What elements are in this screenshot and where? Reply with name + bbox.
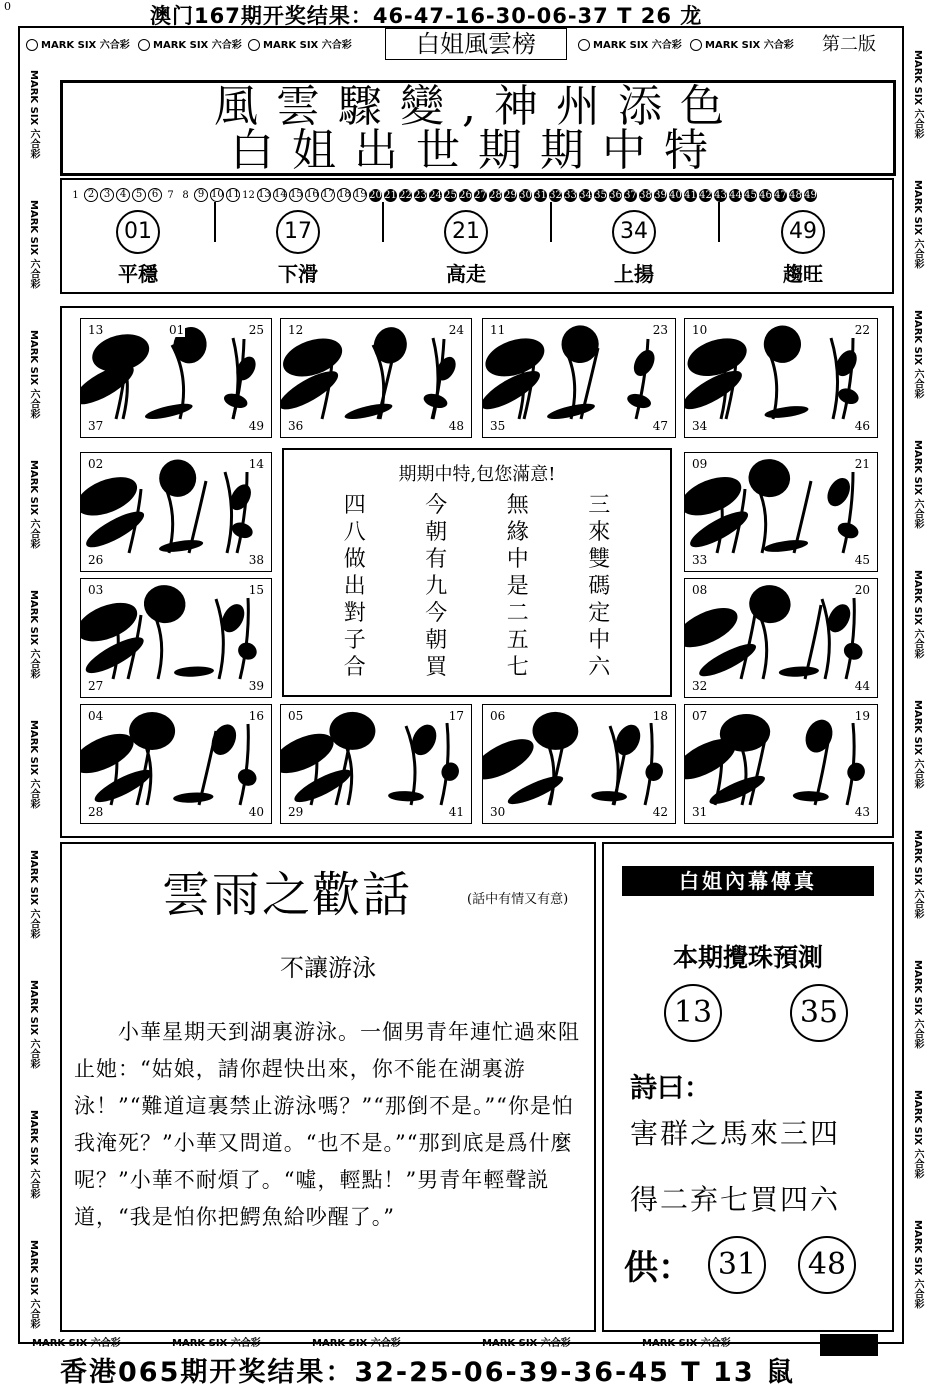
story-body: 小華星期天到湖裏游泳。一個男青年連忙過來阻止她：“姑娘，請你趕快出來，你不能在湖裏游泳！”“難道這裏禁止游泳嗎？”“那倒不是。”“你是怕我淹死？”小華又問道。“也不是。”“那到底是爲什麼呢？”小華不耐煩了。“噓，輕點！”男青年輕聲説道，“我是怕你把鰐魚給吵醒了。”: [74, 1020, 580, 1229]
zodiac-picture-cell: [482, 704, 676, 824]
ink-blot: [761, 323, 804, 366]
number-row-item: 17: [322, 189, 335, 200]
poem-char: 二: [506, 601, 529, 626]
ink-blot: [801, 715, 838, 756]
number-row-item: 26: [459, 189, 472, 201]
zodiac-picture-grid: [60, 306, 894, 838]
number-row-item: 42: [699, 189, 712, 201]
cell-number: 48: [448, 419, 464, 433]
hongkong-result-footer: 香港065期开奖结果：32-25-06-39-36-45 T 13 鼠: [60, 1357, 796, 1388]
cell-number: 05: [288, 709, 304, 723]
ink-blot: [156, 456, 199, 500]
number-row-item: 47: [774, 189, 787, 201]
side-brand: MARK SIX 六合彩: [28, 200, 39, 289]
poem-label: 詩曰：: [630, 1073, 711, 1104]
number-row-item: 36: [609, 189, 622, 201]
poem-line-1: 害群之馬來三四: [630, 1117, 841, 1150]
brand-mark: MARK SIX 六合彩: [482, 1338, 571, 1349]
macau-result-header: 澳门167期开奖结果：46-47-16-30-06-37 T 26 龙: [150, 4, 703, 28]
number-row-item: 31: [534, 189, 547, 201]
number-row-item: 48: [789, 189, 802, 201]
number-row-item: 30: [519, 189, 532, 201]
poem-char: 六: [588, 655, 611, 680]
number-row-item: 9: [194, 188, 208, 202]
cell-number: 09: [692, 457, 708, 471]
ink-stroke: [441, 723, 448, 805]
zodiac-picture-cell: [80, 452, 272, 572]
ink-blot: [763, 538, 809, 554]
ink-painting-icon: [685, 579, 877, 697]
cell-number: 49: [248, 419, 264, 433]
zodiac-picture-cell: [684, 704, 878, 824]
zone-label: 趨旺: [783, 262, 823, 286]
zone-ball: 17: [276, 210, 320, 254]
number-row-item: 23: [414, 189, 427, 201]
poem-char: 七: [506, 655, 529, 680]
ink-blot: [844, 760, 868, 784]
brand-mark: MARK SIX 六合彩: [32, 1338, 121, 1349]
zodiac-picture-cell: [684, 318, 878, 438]
number-row-item: 39: [654, 189, 667, 201]
poem-char: 對: [343, 601, 366, 626]
poem-char: 四: [343, 493, 366, 518]
poem-char: 三: [588, 493, 611, 518]
side-brand: MARK SIX 六合彩: [912, 1220, 923, 1309]
side-brand: MARK SIX 六合彩: [912, 960, 923, 1049]
cell-number: 07: [692, 709, 708, 723]
zone-ball: 21: [444, 210, 488, 254]
side-brand: MARK SIX 六合彩: [912, 50, 923, 139]
side-brand: MARK SIX 六合彩: [28, 1110, 39, 1199]
ink-blot: [764, 404, 809, 420]
side-brand: MARK SIX 六合彩: [28, 70, 39, 159]
cell-number: 16: [248, 709, 264, 723]
side-brand: MARK SIX 六合彩: [28, 590, 39, 679]
side-brand: MARK SIX 六合彩: [912, 440, 923, 529]
cell-number: 26: [88, 553, 104, 567]
cell-number: 23: [652, 323, 668, 337]
cell-number: 21: [854, 457, 870, 471]
cell-number: 37: [88, 419, 104, 433]
cell-number: 13: [88, 323, 104, 337]
brand-mark: MARK SIX 六合彩: [26, 36, 130, 51]
cell-number: 39: [248, 679, 264, 693]
ink-blot: [370, 323, 411, 367]
prediction-banner: 白姐內幕傳真: [622, 866, 874, 896]
number-row-item: 33: [564, 189, 577, 201]
zone-ball: 49: [781, 210, 825, 254]
number-row-item: 27: [474, 189, 487, 201]
brand-mark: MARK SIX 六合彩: [690, 36, 794, 51]
number-row-item: 5: [132, 188, 146, 202]
number-row-item: 25: [444, 189, 457, 201]
ink-blot: [779, 666, 820, 678]
cell-number: 03: [88, 583, 104, 597]
cell-number: 15: [248, 583, 264, 597]
trend-zone: [62, 206, 214, 288]
cell-number: 10: [692, 323, 708, 337]
ink-painting-icon: [81, 579, 271, 697]
ink-stroke: [843, 338, 853, 419]
left-brand-strip: [22, 60, 44, 1330]
poem-char: 無: [506, 493, 529, 518]
poem-char: 雙: [588, 547, 611, 572]
number-row-item: 49: [804, 189, 817, 201]
barcode-block: [820, 1334, 878, 1356]
side-brand: MARK SIX 六合彩: [912, 830, 923, 919]
poem-line-2: 得二弃七買四六: [630, 1183, 841, 1216]
trend-zone: [382, 206, 550, 288]
number-row-item: 12: [242, 189, 255, 201]
number-row-item: 2: [84, 188, 98, 202]
poem-char: 碼: [588, 574, 611, 599]
number-row-item: 10: [211, 189, 224, 200]
cell-number: 01: [169, 323, 185, 337]
number-row: [68, 186, 888, 204]
side-brand: MARK SIX 六合彩: [28, 720, 39, 809]
cell-number: 47: [652, 419, 668, 433]
ink-painting-icon: [281, 319, 471, 437]
brand-mark: MARK SIX 六合彩: [642, 1338, 731, 1349]
number-row-item: 18: [338, 189, 351, 200]
ink-stroke: [645, 723, 652, 805]
ink-painting-icon: [685, 319, 877, 437]
supply-label: 供：: [624, 1248, 692, 1288]
zone-ball: 01: [116, 210, 160, 254]
flower-icon: [690, 39, 702, 51]
poem-char: 子: [343, 628, 366, 653]
ink-blot: [329, 712, 375, 750]
number-row-item: 11: [227, 189, 240, 200]
zone-label: 下滑: [278, 262, 318, 286]
prediction-ball: 13: [664, 984, 722, 1042]
poem-char: 來: [588, 520, 611, 545]
cell-number: 04: [88, 709, 104, 723]
brand-mark: MARK SIX 六合彩: [138, 36, 242, 51]
number-row-item: 7: [167, 189, 174, 201]
ink-blot: [174, 666, 214, 678]
cell-number: 25: [248, 323, 264, 337]
number-row-item: 28: [489, 189, 502, 201]
poem-char: 緣: [506, 520, 529, 545]
flower-icon: [26, 39, 38, 51]
ink-stroke: [216, 599, 223, 679]
cell-number: 14: [248, 457, 264, 471]
zodiac-picture-cell: [80, 578, 272, 698]
ink-blot: [388, 790, 424, 801]
number-row-item: 13: [258, 189, 271, 200]
ink-stroke: [237, 472, 247, 553]
ink-blot: [642, 760, 666, 784]
number-row-item: 22: [399, 189, 412, 201]
side-brand: MARK SIX 六合彩: [912, 310, 923, 399]
number-row-item: 45: [744, 189, 757, 201]
flower-icon: [578, 39, 590, 51]
cell-number: 20: [854, 583, 870, 597]
number-row-item: 6: [148, 188, 162, 202]
zodiac-picture-cell: [280, 318, 472, 438]
edition-label: 第二版: [822, 34, 876, 55]
zodiac-picture-cell: [280, 704, 472, 824]
cell-number: 02: [88, 457, 104, 471]
brand-mark: MARK SIX 六合彩: [312, 1338, 401, 1349]
zodiac-picture-cell: [482, 318, 676, 438]
number-row-item: 14: [274, 189, 287, 200]
zone-label: 高走: [446, 262, 486, 286]
poem-char: 今: [425, 601, 448, 626]
cell-number: 18: [652, 709, 668, 723]
zodiac-picture-cell: [684, 452, 878, 572]
side-brand: MARK SIX 六合彩: [28, 850, 39, 939]
side-brand: MARK SIX 六合彩: [912, 180, 923, 269]
ink-painting-icon: [483, 705, 675, 823]
cell-number: 29: [288, 805, 304, 819]
center-poem-box: [282, 448, 672, 697]
center-poem-grid: [314, 492, 640, 681]
number-row-item: 21: [384, 189, 397, 201]
poem-char: 九: [425, 574, 448, 599]
trend-zone: [550, 206, 718, 288]
cell-number: 19: [854, 709, 870, 723]
ink-blot: [532, 712, 578, 751]
poem-char: 合: [343, 655, 366, 680]
poem-char: 做: [343, 547, 366, 572]
ink-stroke: [831, 338, 838, 419]
ink-painting-icon: [483, 319, 675, 437]
center-heading: 期期中特,包您滿意!: [398, 464, 556, 485]
poem-char: 中: [588, 628, 611, 653]
ink-painting-icon: [81, 453, 271, 571]
cell-number: 38: [248, 553, 264, 567]
ink-blot: [158, 538, 204, 554]
slogan-line-1: 風雲驟變,神州添色: [214, 81, 742, 132]
poem-char: 定: [588, 601, 611, 626]
number-row-item: 32: [549, 189, 562, 201]
cell-number: 42: [652, 805, 668, 819]
number-row-item: 46: [759, 189, 772, 201]
cell-number: 46: [854, 419, 870, 433]
ink-blot: [438, 760, 462, 784]
number-row-item: 15: [290, 189, 303, 200]
poem-char: 八: [343, 520, 366, 545]
slogan-box: [60, 80, 896, 176]
zone-ball: 34: [612, 210, 656, 254]
number-row-item: 43: [714, 189, 727, 201]
side-brand: MARK SIX 六合彩: [912, 700, 923, 789]
brand-mark: MARK SIX 六合彩: [248, 36, 352, 51]
number-row-item: 35: [594, 189, 607, 201]
brand-mark: MARK SIX 六合彩: [172, 1338, 261, 1349]
cell-number: 22: [854, 323, 870, 337]
cell-number: 40: [248, 805, 264, 819]
zone-label: 平穩: [118, 262, 158, 286]
cell-number: 17: [448, 709, 464, 723]
poem-char: 買: [425, 655, 448, 680]
poem-char: 朝: [425, 628, 448, 653]
ink-blot: [173, 792, 214, 804]
zodiac-picture-cell: [684, 578, 878, 698]
right-brand-strip: [906, 30, 928, 1340]
zodiac-picture-cell: [80, 318, 272, 438]
supply-ball: 48: [798, 1236, 856, 1294]
trend-zone: [214, 206, 382, 288]
ink-blot: [142, 583, 187, 625]
ink-blot: [747, 457, 792, 498]
cell-number: 35: [490, 419, 506, 433]
cell-number: 30: [490, 805, 506, 819]
story-heading: 不讓游泳: [280, 954, 376, 982]
trend-zone: [718, 206, 888, 288]
cell-number: 32: [692, 679, 708, 693]
ink-stroke: [847, 723, 854, 805]
cell-number: 08: [692, 583, 708, 597]
number-row-item: 29: [504, 189, 517, 201]
poem-char: 朝: [425, 520, 448, 545]
cell-number: 33: [692, 553, 708, 567]
cell-number: 45: [854, 553, 870, 567]
cell-number: 41: [448, 805, 464, 819]
number-row-item: 8: [182, 189, 189, 201]
bottom-brand-strip: [22, 1330, 822, 1350]
prediction-ball: 35: [790, 984, 848, 1042]
cell-number: 06: [490, 709, 506, 723]
ink-stroke: [822, 599, 829, 679]
cell-number: 31: [692, 805, 708, 819]
brand-mark: MARK SIX 六合彩: [578, 36, 682, 51]
supply-ball: 31: [708, 1236, 766, 1294]
zodiac-picture-cell: [80, 704, 272, 824]
zone-label: 上揚: [614, 262, 654, 286]
poem-char: 出: [343, 574, 366, 599]
cell-number: 27: [88, 679, 104, 693]
slogan-line-2: 白姐出世期期中特: [230, 125, 726, 176]
poem-char: 有: [425, 547, 448, 572]
number-row-item: 4: [116, 188, 130, 202]
ink-blot: [483, 731, 539, 788]
ink-painting-icon: [281, 705, 471, 823]
number-row-item: 3: [100, 188, 114, 202]
side-brand: MARK SIX 六合彩: [912, 570, 923, 659]
ink-painting-icon: [81, 705, 271, 823]
number-row-item: 34: [579, 189, 592, 201]
poem-char: 五: [506, 628, 529, 653]
side-brand: MARK SIX 六合彩: [28, 980, 39, 1069]
prediction-box: [602, 842, 894, 1332]
ink-blot: [823, 474, 855, 510]
number-row-item: 38: [639, 189, 652, 201]
cell-number: 28: [88, 805, 104, 819]
ink-painting-icon: [685, 705, 877, 823]
story-box: [60, 842, 596, 1332]
number-row-item: 16: [306, 189, 319, 200]
ink-blot: [793, 791, 829, 802]
side-brand: MARK SIX 六合彩: [28, 460, 39, 549]
side-brand: MARK SIX 六合彩: [28, 1240, 39, 1329]
ink-stroke: [225, 472, 232, 553]
cell-number: 36: [288, 419, 304, 433]
prediction-heading: 本期攪珠預測: [672, 943, 823, 972]
poem-char: 是: [506, 574, 529, 599]
ink-blot: [685, 600, 743, 655]
number-row-item: 20: [369, 189, 382, 201]
cell-number: 44: [854, 679, 870, 693]
story-title: 雲雨之歡話: [162, 867, 413, 923]
poem-char: 中: [506, 547, 529, 572]
masthead-title: 白姐風雲榜: [385, 28, 567, 60]
ink-blot: [343, 401, 393, 423]
number-row-item: 19: [354, 189, 367, 200]
side-brand: MARK SIX 六合彩: [28, 330, 39, 419]
ink-stroke: [240, 724, 248, 805]
ink-painting-icon: [685, 453, 877, 571]
number-row-item: 1: [72, 189, 79, 201]
ink-blot: [129, 712, 175, 750]
number-trend-bar: [60, 178, 894, 294]
number-row-item: 24: [429, 189, 442, 201]
number-row-item: 44: [729, 189, 742, 201]
cell-number: 11: [490, 323, 506, 337]
ink-blot: [591, 790, 627, 801]
number-row-item: 40: [669, 189, 682, 201]
cell-number: 12: [288, 323, 304, 337]
flower-icon: [138, 39, 150, 51]
story-subtitle: (話中有情又有意): [467, 892, 569, 907]
cell-number: 43: [854, 805, 870, 819]
side-brand: MARK SIX 六合彩: [912, 1090, 923, 1179]
number-row-item: 41: [684, 189, 697, 201]
poem-char: 今: [425, 493, 448, 518]
cell-number: 34: [692, 419, 708, 433]
flower-icon: [248, 39, 260, 51]
ink-blot: [144, 401, 194, 423]
number-row-item: 37: [624, 189, 637, 201]
corner-mark: 0: [4, 0, 11, 13]
cell-number: 24: [448, 323, 464, 337]
